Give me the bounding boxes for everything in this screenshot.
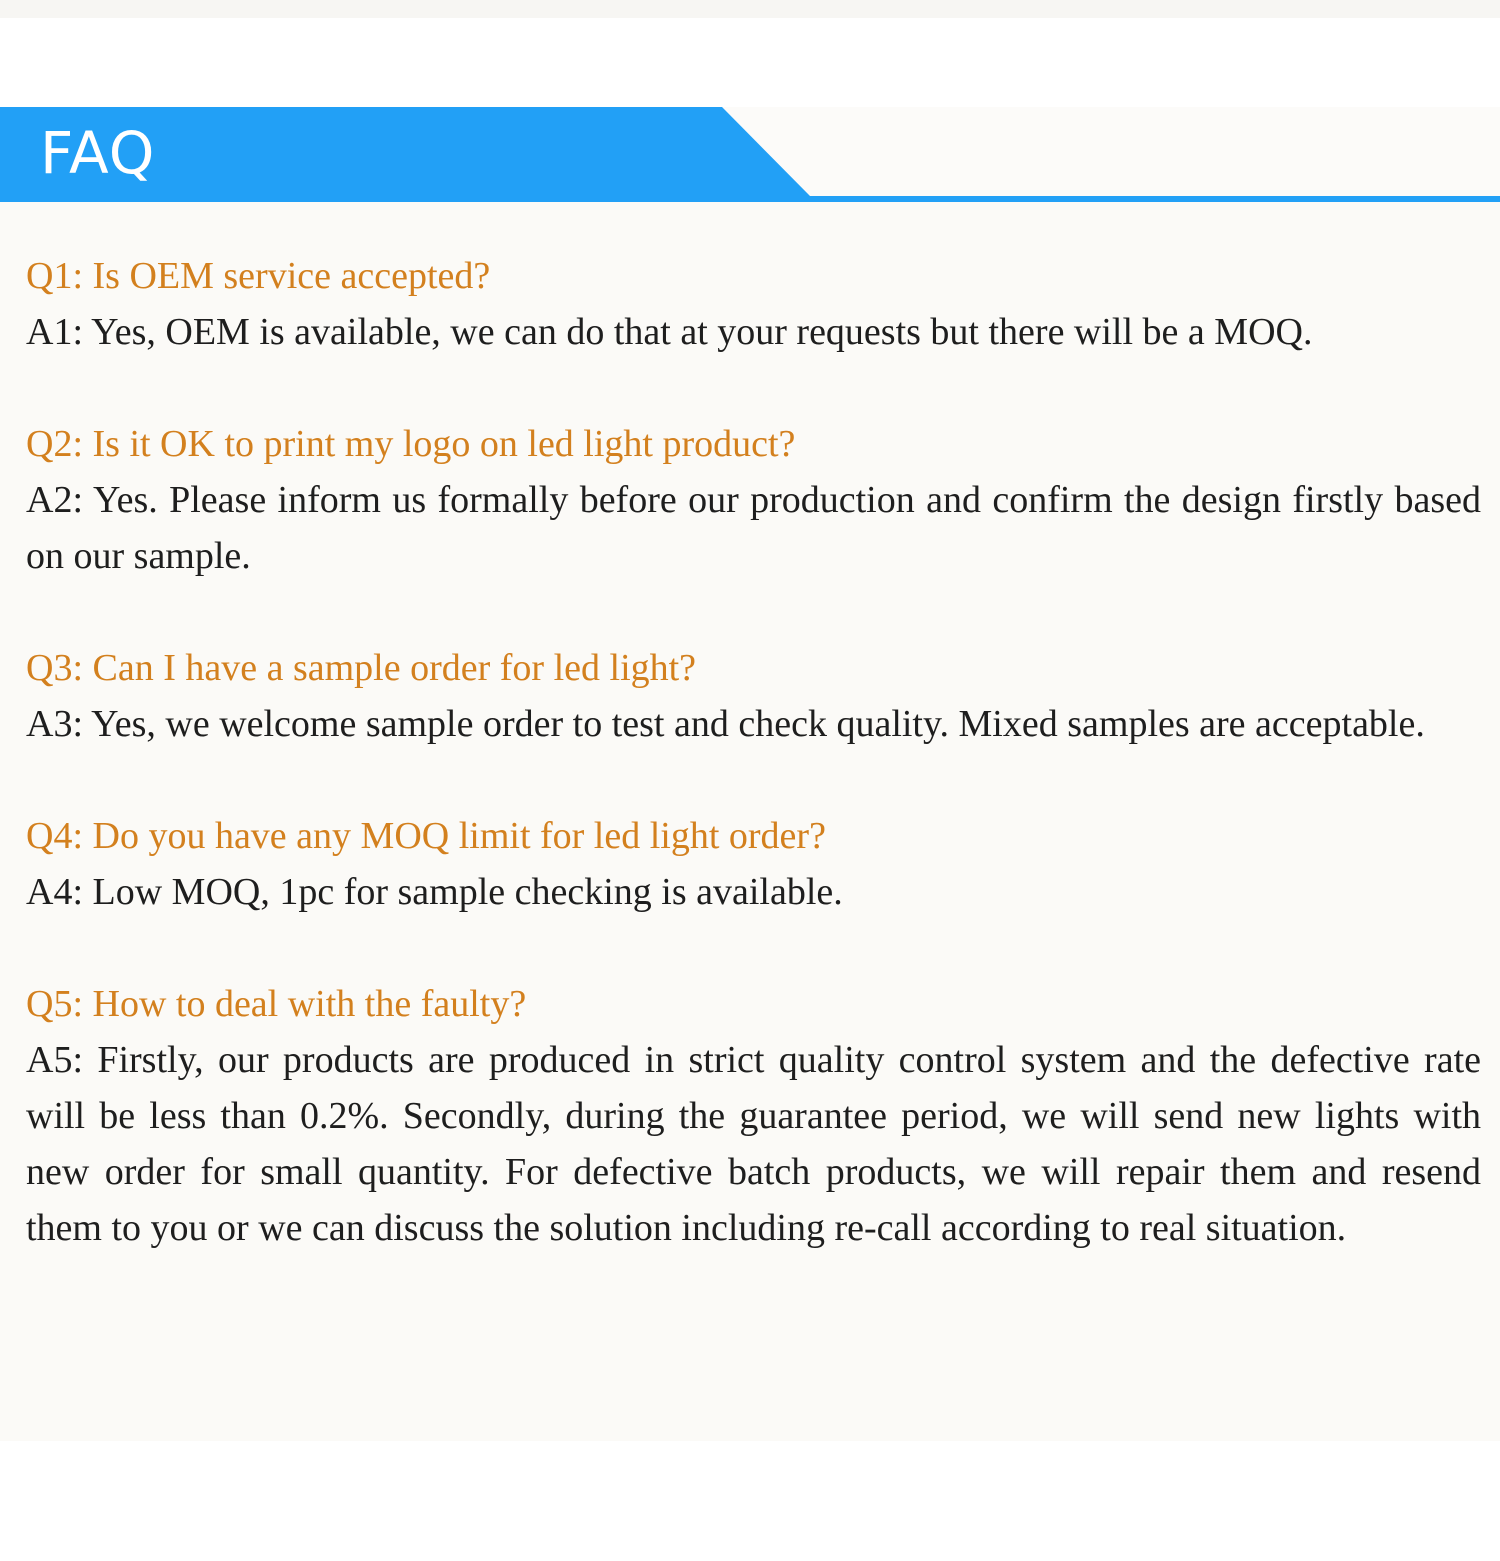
faq-answer: A2: Yes. Please inform us formally before our production and confirm the design firstly based on our sample. bbox=[26, 479, 1481, 577]
faq-question: Q1: Is OEM service accepted? bbox=[26, 255, 491, 297]
faq-list bbox=[26, 248, 1481, 1312]
top-band bbox=[0, 0, 1500, 18]
faq-item-1 bbox=[26, 248, 1481, 360]
faq-question: Q3: Can I have a sample order for led light? bbox=[26, 647, 697, 689]
page-title: FAQ bbox=[40, 119, 156, 187]
faq-header-banner bbox=[0, 107, 1500, 202]
faq-item-4 bbox=[26, 808, 1481, 920]
banner-shape bbox=[0, 107, 1500, 202]
faq-question: Q2: Is it OK to print my logo on led light product? bbox=[26, 423, 796, 465]
bottom-band bbox=[0, 1441, 1500, 1561]
faq-question: Q5: How to deal with the faulty? bbox=[26, 983, 527, 1025]
faq-item-2 bbox=[26, 416, 1481, 584]
faq-item-3 bbox=[26, 640, 1481, 752]
faq-body bbox=[0, 202, 1500, 1441]
faq-answer: A4: Low MOQ, 1pc for sample checking is available. bbox=[26, 871, 843, 913]
faq-answer: A5: Firstly, our products are produced in strict quality control system and the defective rate will be less than 0.2%. Secondly, during the guarantee period, we will send new lights with new order for small quantity. For defective batch products, we will repair them and resend them to you or we can discuss the solution including re-call according to real situation. bbox=[26, 1039, 1481, 1249]
header-strip bbox=[0, 18, 1500, 107]
faq-item-5 bbox=[26, 976, 1481, 1256]
faq-question: Q4: Do you have any MOQ limit for led light order? bbox=[26, 815, 826, 857]
faq-answer: A1: Yes, OEM is available, we can do that at your requests but there will be a MOQ. bbox=[26, 311, 1313, 353]
faq-answer: A3: Yes, we welcome sample order to test and check quality. Mixed samples are acceptable. bbox=[26, 703, 1425, 745]
